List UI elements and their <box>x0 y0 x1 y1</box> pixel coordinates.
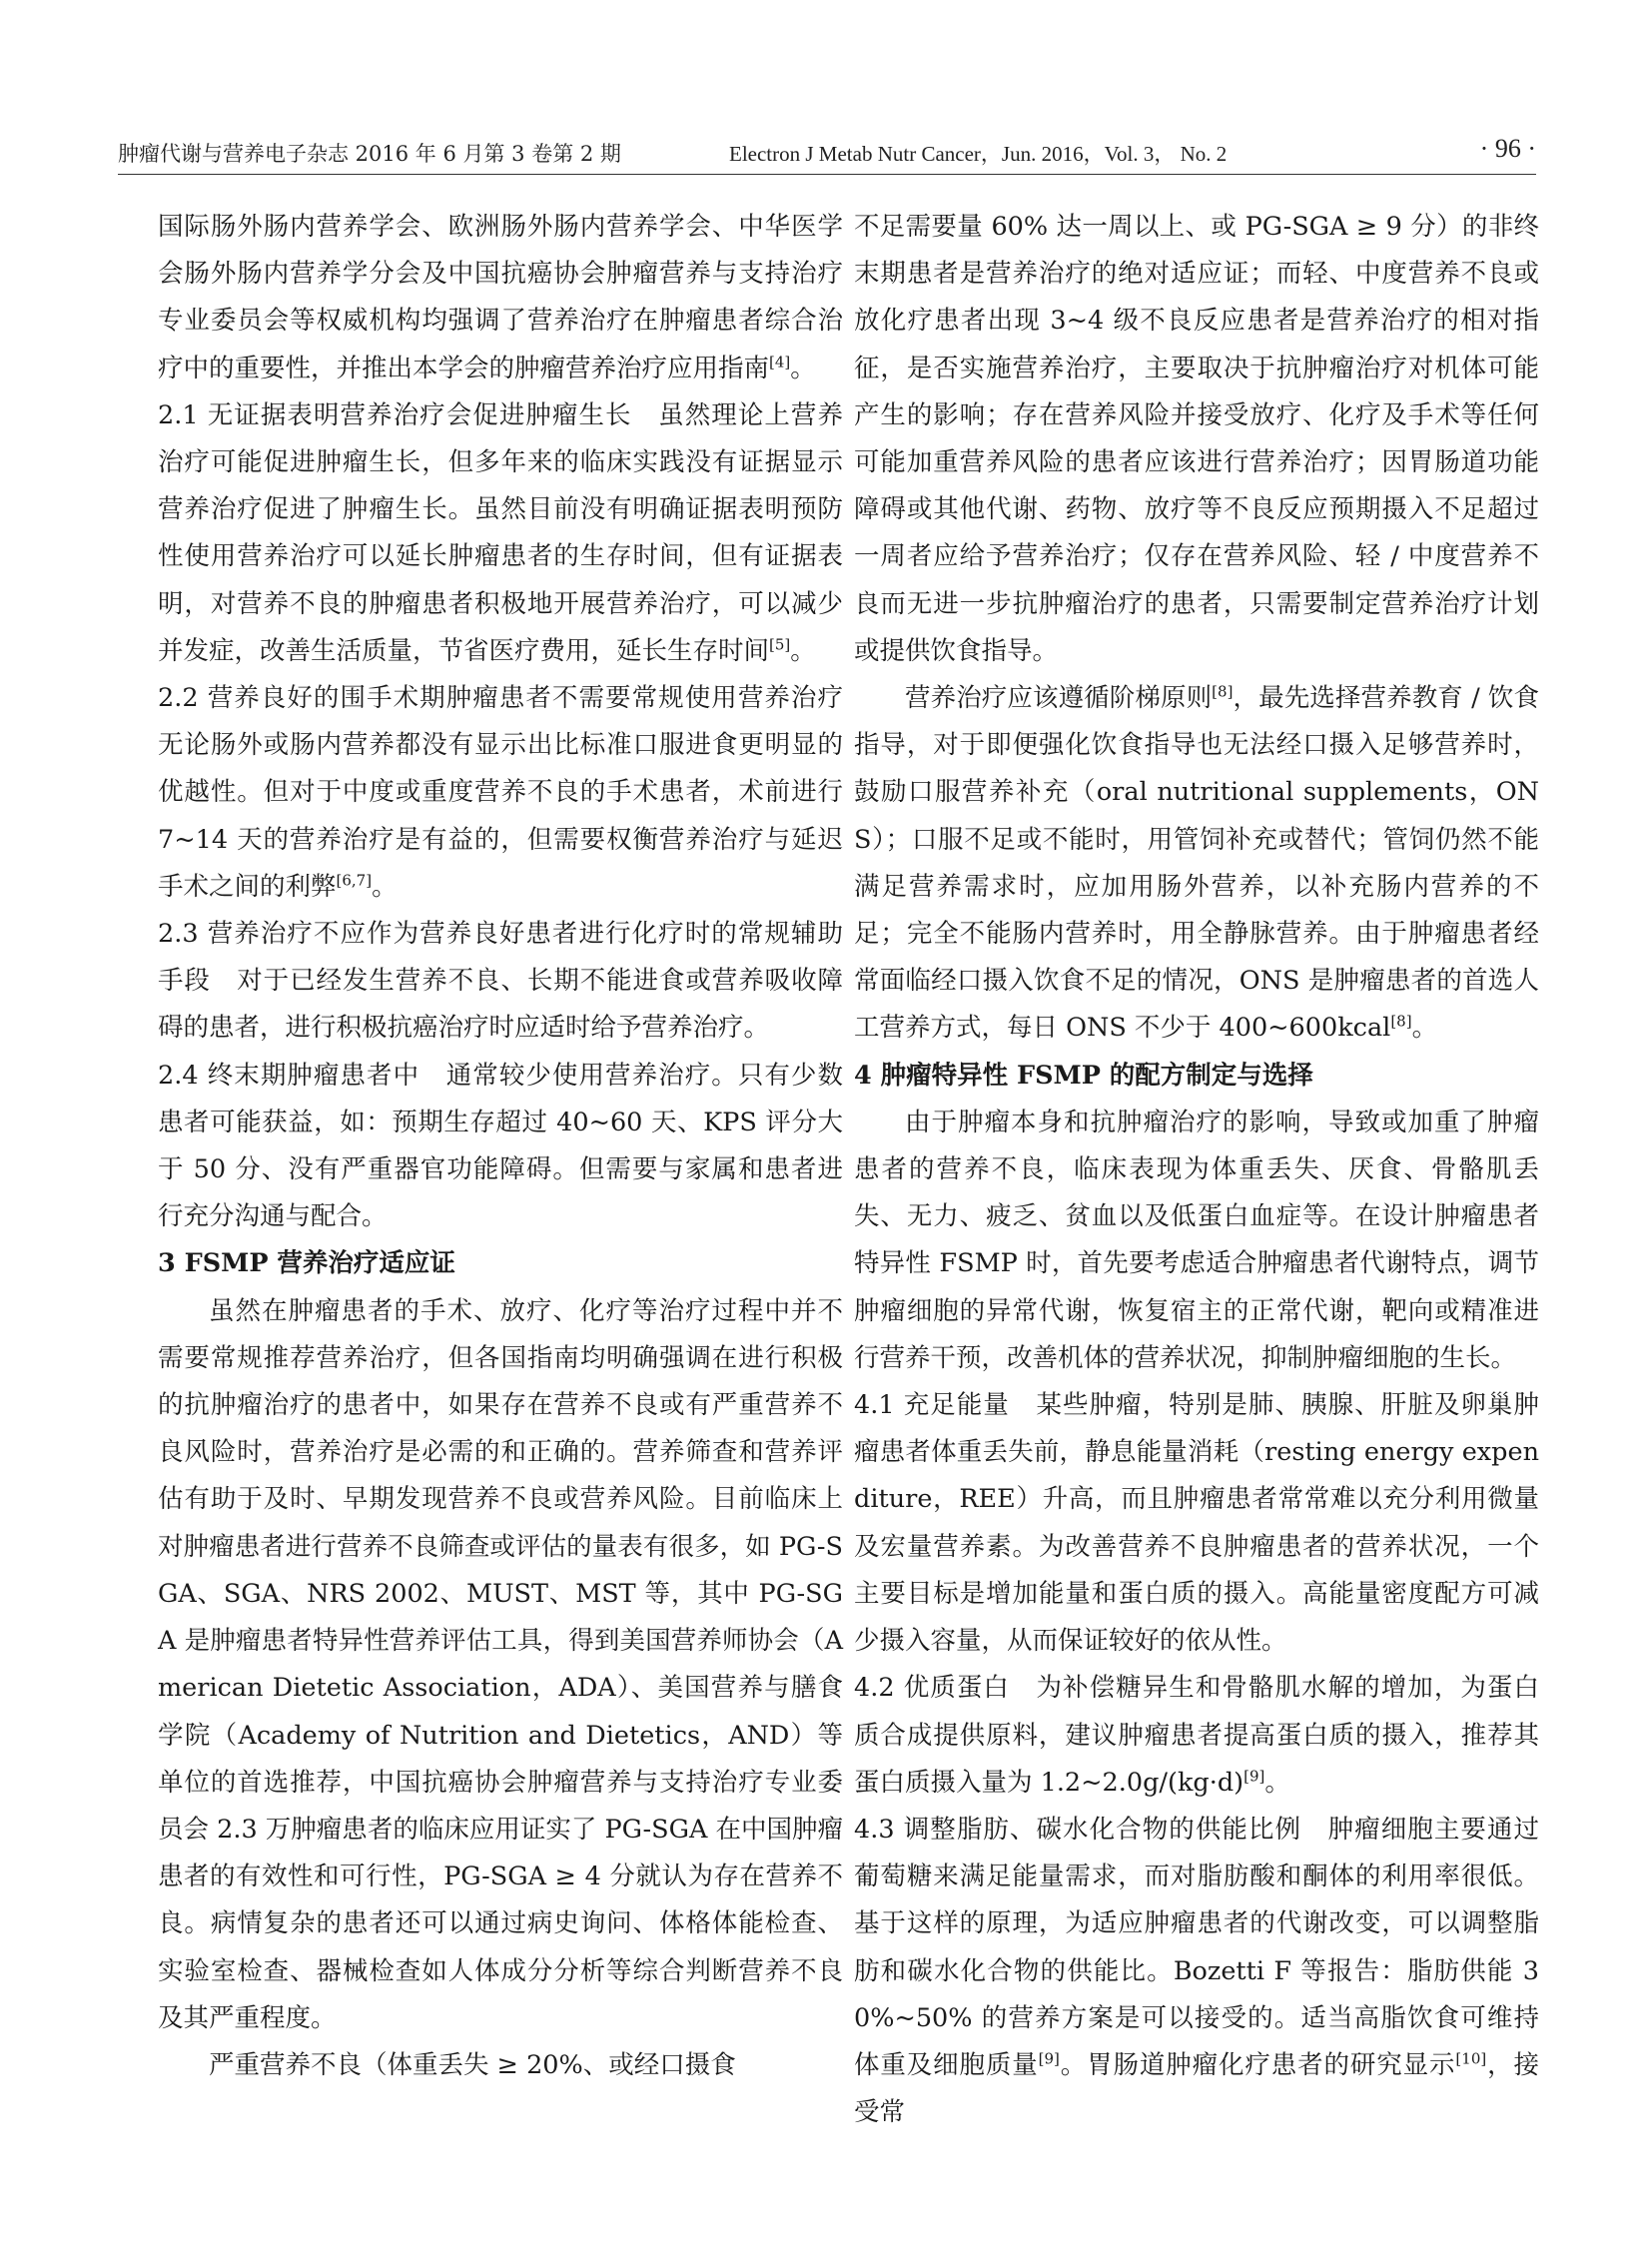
section-heading-3: 3 FSMP 营养治疗适应证 <box>158 1248 455 1279</box>
left-column <box>158 204 869 2089</box>
paragraph: 营养治疗应该遵循阶梯原则[8]，最先选择营养教育 / 饮食指导，对于即便强化饮食指导也无法经口摄入足够营养时，鼓励口服营养补充（oral nutritional supplements，ONS）；口服不足或不能时，用管饲补充或替代；管饲仍然不能满足营养需求时，应加用肠外营养，以补充肠内营养的不足；完全不能肠内营养时，用全静脉营养。由于肿瘤患者经常面临经口摄入饮食不足的情况，ONS 是肿瘤患者的首选人工营养方式，每日 ONS 不少于 400~600kcal[8]。 <box>854 682 1539 1044</box>
right-column <box>854 204 1539 2136</box>
section-4-1: 4.1 充足能量 某些肿瘤，特别是肺、胰腺、肝脏及卵巢肿瘤患者体重丢失前，静息能量消耗（resting energy expenditure，REE）升高，而且肿瘤患者常常难以充分利用微量及宏量营养素。为改善营养不良肿瘤患者的营养状况，一个主要目标是增加能量和蛋白质的摄入。高能量密度配方可减少摄入容量，从而保证较好的依从性。 <box>854 1390 1539 1657</box>
section-2-3: 2.3 营养治疗不应作为营养良好患者进行化疗时的常规辅助手段 对于已经发生营养不良、长期不能进食或营养吸收障碍的患者，进行积极抗癌治疗时应适时给予营养治疗。 <box>158 919 843 1044</box>
citation[interactable]: [5] <box>769 635 791 654</box>
section-2-4: 2.4 终末期肿瘤患者中 通常较少使用营养治疗。只有少数患者可能获益，如：预期生存超过 40~60 天、KPS 评分大于 50 分、没有严重器官功能障碍。但需要与家属和患者进行充分沟通与配合。 <box>158 1060 843 1232</box>
section-heading-4: 4 肿瘤特异性 FSMP 的配方制定与选择 <box>854 1060 1313 1091</box>
citation[interactable]: [8] <box>1212 682 1234 701</box>
citation[interactable]: [9] <box>1038 2049 1060 2068</box>
journal-title-cn: 肿瘤代谢与营养电子杂志 2016 年 6 月第 3 卷第 2 期 <box>118 142 621 166</box>
citation[interactable]: [9] <box>1243 1767 1265 1786</box>
running-header <box>118 128 1536 178</box>
citation[interactable]: [6,7] <box>336 871 373 890</box>
paragraph: 不足需要量 60% 达一周以上、或 PG-SGA ≥ 9 分）的非终末期患者是营养治疗的绝对适应证；而轻、中度营养不良或放化疗患者出现 3~4 级不良反应患者是营养治疗的相对指征，是否实施营养治疗，主要取决于抗肿瘤治疗对机体可能产生的影响；存在营养风险并接受放疗、化疗及手术等任何可能加重营养风险的患者应该进行营养治疗；因胃肠道功能障碍或其他代谢、药物、放疗等不良反应预期摄入不足超过一周者应给予营养治疗；仅存在营养风险、轻 / 中度营养不良而无进一步抗肿瘤治疗的患者，只需要制定营养治疗计划或提供饮食指导。 <box>854 212 1539 666</box>
header-rule <box>118 174 1536 175</box>
page-number: · 96 · <box>1479 134 1536 163</box>
section-4-3: 4.3 调整脂肪、碳水化合物的供能比例 肿瘤细胞主要通过葡萄糖来满足能量需求，而对脂肪酸和酮体的利用率很低。基于这样的原理，为适应肿瘤患者的代谢改变，可以调整脂肪和碳水化合物的供能比。Bozetti F 等报告：脂肪供能 30%~50% 的营养方案是可以接受的。适当高脂饮食可维持体重及细胞质量[9]。胃肠道肿瘤化疗患者的研究显示[10]，接受常 <box>854 1814 1539 2128</box>
citation[interactable]: [8] <box>1390 1012 1412 1031</box>
section-2-1: 2.1 无证据表明营养治疗会促进肿瘤生长 虽然理论上营养治疗可能促进肿瘤生长，但多年来的临床实践没有证据显示营养治疗促进了肿瘤生长。虽然目前没有明确证据表明预防性使用营养治疗可以延长肿瘤患者的生存时间，但有证据表明，对营养不良的肿瘤患者积极地开展营养治疗，可以减少并发症，改善生活质量，节省医疗费用，延长生存时间[5]。 <box>158 399 843 666</box>
citation[interactable]: [4] <box>769 353 791 372</box>
section-4-2: 4.2 优质蛋白 为补偿糖异生和骨骼肌水解的增加，为蛋白质合成提供原料，建议肿瘤患者提高蛋白质的摄入，推荐其蛋白质摄入量为 1.2~2.0g/(kg·d)[9]。 <box>854 1673 1539 1798</box>
paragraph: 由于肿瘤本身和抗肿瘤治疗的影响，导致或加重了肿瘤患者的营养不良，临床表现为体重丢失、厌食、骨骼肌丢失、无力、疲乏、贫血以及低蛋白血症等。在设计肿瘤患者特异性 FSMP 时，首先要考虑适合肿瘤患者代谢特点，调节肿瘤细胞的异常代谢，恢复宿主的正常代谢，靶向或精准进行营养干预，改善机体的营养状况，抑制肿瘤细胞的生长。 <box>854 1107 1539 1373</box>
paragraph: 严重营养不良（体重丢失 ≥ 20%、或经口摄食 <box>209 2049 736 2080</box>
section-2-2: 2.2 营养良好的围手术期肿瘤患者不需要常规使用营养治疗 无论肠外或肠内营养都没有显示出比标准口服进食更明显的优越性。但对于中度或重度营养不良的手术患者，术前进行 7~14 天的营养治疗是有益的，但需要权衡营养治疗与延迟手术之间的利弊[6,7]。 <box>158 683 869 902</box>
paragraph: 国际肠外肠内营养学会、欧洲肠外肠内营养学会、中华医学会肠外肠内营养学分会及中国抗癌协会肿瘤营养与支持治疗专业委员会等权威机构均强调了营养治疗在肿瘤患者综合治疗中的重要性，并推出本学会的肿瘤营养治疗应用指南[4]。 <box>158 212 843 383</box>
citation[interactable]: [10] <box>1455 2049 1487 2068</box>
journal-title-en: Electron J Metab Nutr Cancer，Jun. 2016，Vol. 3， No. 2 <box>729 142 1228 166</box>
paragraph: 虽然在肿瘤患者的手术、放疗、化疗等治疗过程中并不需要常规推荐营养治疗，但各国指南均明确强调在进行积极的抗肿瘤治疗的患者中，如果存在营养不良或有严重营养不良风险时，营养治疗是必需的和正确的。营养筛查和营养评估有助于及时、早期发现营养不良或营养风险。目前临床上对肿瘤患者进行营养不良筛查或评估的量表有很多，如 PG-SGA、SGA、NRS 2002、MUST、MST 等，其中 PG-SGA 是肿瘤患者特异性营养评估工具，得到美国营养师协会（American Dietetic Association，ADA）、美国营养与膳食学院（Academy of Nutrition and Dietetics，AND）等单位的首选推荐，中国抗癌协会肿瘤营养与支持治疗专业委员会 2.3 万肿瘤患者的临床应用证实了 PG-SGA 在中国肿瘤患者的有效性和可行性，PG-SGA ≥ 4 分就认为存在营养不良。病情复杂的患者还可以通过病史询问、体格体能检查、实验室检查、器械检查如人体成分分析等综合判断营养不良及其严重程度。 <box>158 1295 843 2033</box>
